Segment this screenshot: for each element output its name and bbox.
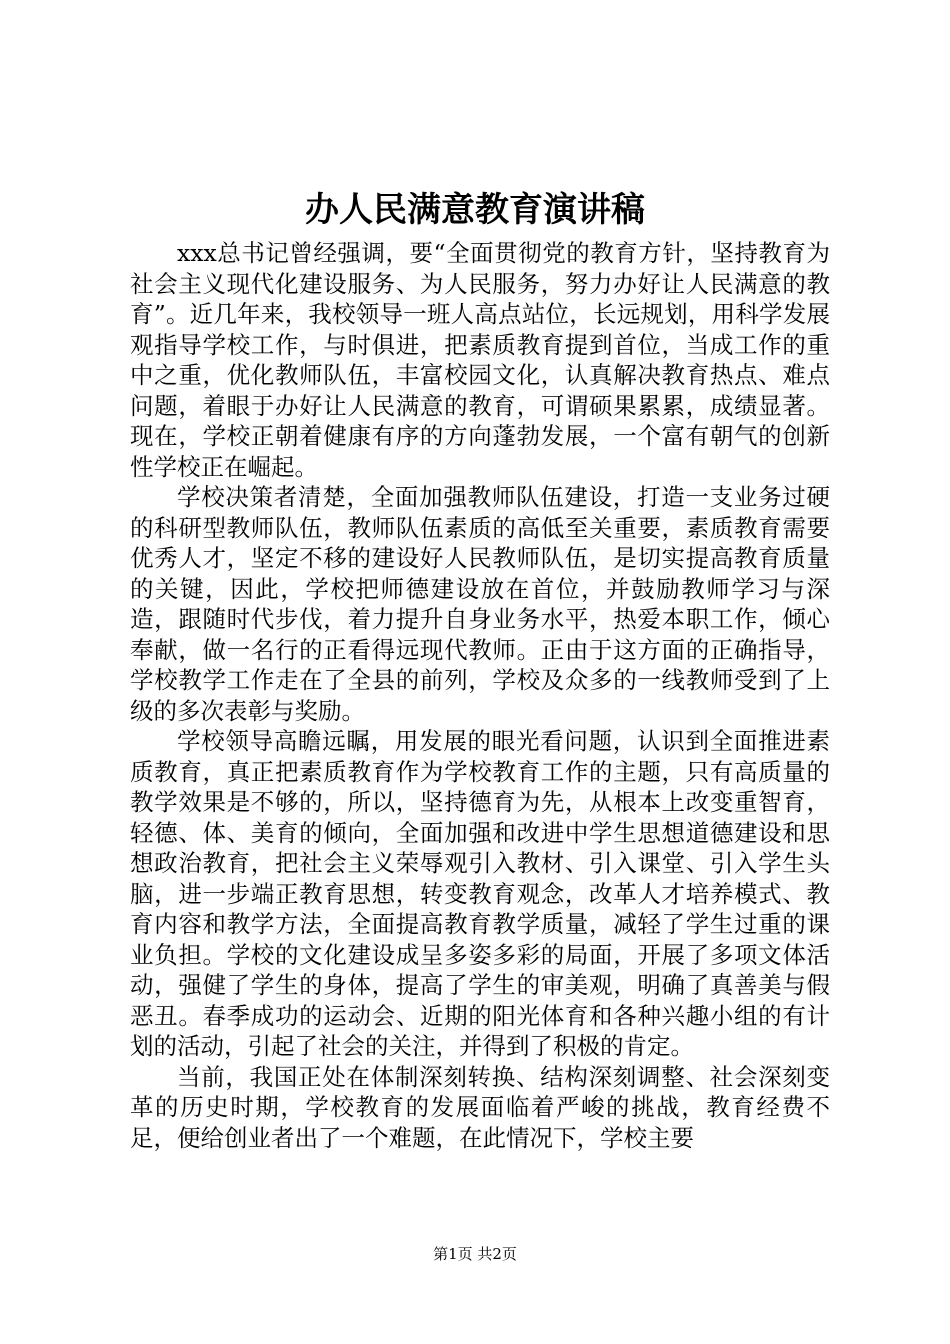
- paragraph-1: xxx总书记曾经强调，要“全面贯彻党的教育方针，坚持教育为社会主义现代化建设服务、为人民服务，努力办好让人民满意的教育”。近几年来，我校领导一班人高点站位，长远规划，用科学发展观指导学校工作，与时俱进，把素质教育提到首位，当成工作的重中之重，优化教师队伍，丰富校园文化，认真解决教育热点、难点问题，着眼于办好让人民满意的教育，可谓硕果累累，成绩显著。现在，学校正朝着健康有序的方向蓬勃发展，一个富有朝气的创新性学校正在崛起。: [130, 239, 830, 481]
- paragraph-2: 学校决策者清楚，全面加强教师队伍建设，打造一支业务过硬的科研型教师队伍，教师队伍素质的高低至关重要，素质教育需要优秀人才，坚定不移的建设好人民教师队伍，是切实提高教育质量的关键，因此，学校把师德建设放在首位，并鼓励教师学习与深造，跟随时代步伐，着力提升自身业务水平，热爱本职工作，倾心奉献，做一名行的正看得远现代教师。正由于这方面的正确指导，学校教学工作走在了全县的前列，学校及众多的一线教师受到了上级的多次表彰与奖励。: [130, 483, 830, 725]
- page-number-footer: 第1页 共2页: [433, 1245, 517, 1263]
- paragraph-3: 学校领导高瞻远瞩，用发展的眼光看问题，认识到全面推进素质教育，真正把素质教育作为学校教育工作的主题，只有高质量的教学效果是不够的，所以，坚持德育为先，从根本上改变重智育，轻德、体、美育的倾向，全面加强和改进中学生思想道德建设和思想政治教育，把社会主义荣辱观引入教材、引入课堂、引入学生头脑，进一步端正教育思想，转变教育观念，改革人才培养模式、教育内容和教学方法，全面提高教育教学质量，减轻了学生过重的课业负担。学校的文化建设成呈多姿多彩的局面，开展了多项文体活动，强健了学生的身体，提高了学生的审美观，明确了真善美与假恶丑。春季成功的运动会、近期的阳光体育和各种兴趣小组的有计划的活动，引起了社会的关注，并得到了积极的肯定。: [130, 727, 830, 1060]
- paragraph-4: 当前，我国正处在体制深刻转换、结构深刻调整、社会深刻变革的历史时期，学校教育的发展面临着严峻的挑战，教育经费不足，便给创业者出了一个难题，在此情况下，学校主要: [130, 1062, 830, 1152]
- document-title: 办人民满意教育演讲稿: [305, 190, 645, 230]
- document-body: [130, 238, 830, 1153]
